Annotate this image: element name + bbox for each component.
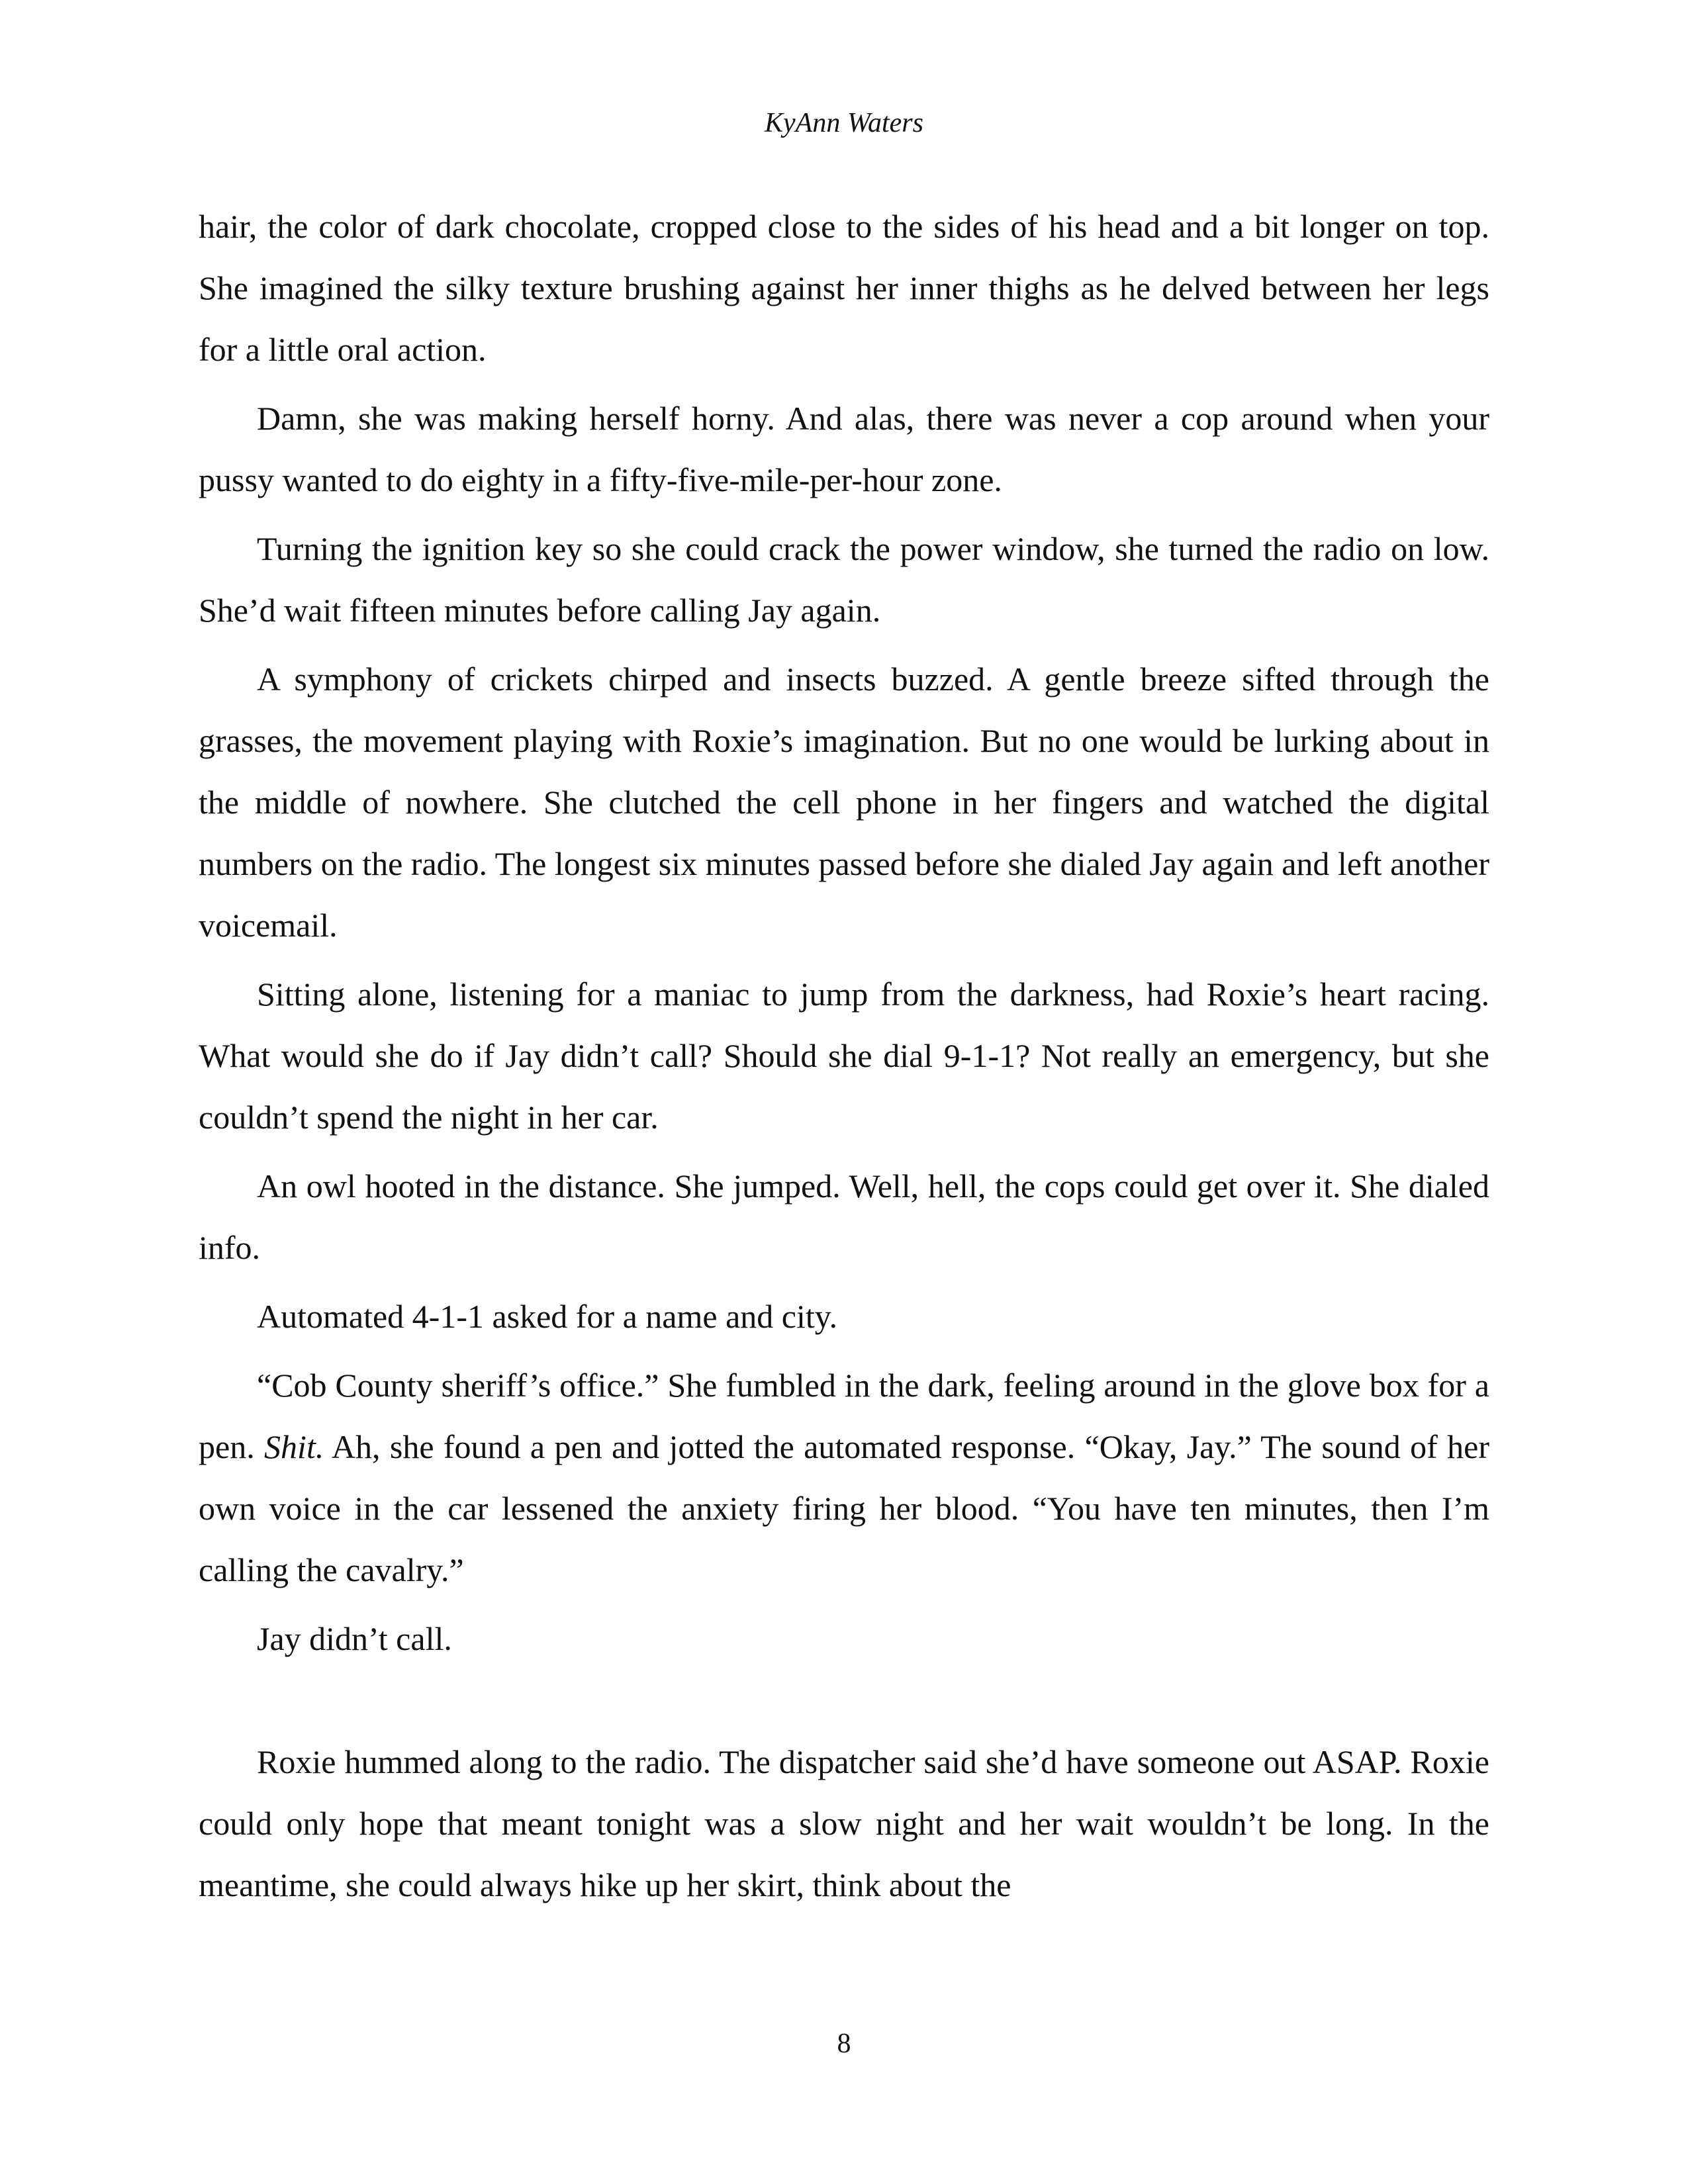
paragraph-8-part-1: “Cob County sheriff’s office.” She fumbled in the dark, feeling around in the glove box for a pen. [199,1367,1489,1465]
paragraph-7: Automated 4-1-1 asked for a name and city. [257,1298,838,1335]
paragraph-3: Turning the ignition key so she could crack the power window, she turned the radio on low. She’d wait fifteen minutes before calling Jay again. [199,530,1489,629]
paragraph-8-italic: Shit. [264,1428,324,1465]
paragraph-9: Jay didn’t call. [257,1620,452,1657]
paragraph-8 [199,1355,1489,1601]
paragraph-6: An owl hooted in the distance. She jumped. Well, hell, the cops could get over it. She dialed info. [199,1167,1489,1266]
paragraph-10: Roxie hummed along to the radio. The dispatcher said she’d have someone out ASAP. Roxie could only hope that meant tonight was a slow night and her wait wouldn’t be long. In the meantime, she could always hike up her skirt, think about the [199,1743,1489,1903]
body-text [199,196,1489,1923]
paragraph-8-part-2: Ah, she found a pen and jotted the automated response. “Okay, Jay.” The sound of her own voice in the car lessened the anxiety firing her blood. “You have ten minutes, then I’m calling the cavalry.” [199,1428,1489,1588]
paragraph-2: Damn, she was making herself horny. And alas, there was never a cop around when your pussy wanted to do eighty in a fifty-five-mile-per-hour zone. [199,400,1489,498]
running-header-author: KyAnn Waters [765,108,923,138]
paragraph-4: A symphony of crickets chirped and insects buzzed. A gentle breeze sifted through the grasses, the movement playing with Roxie’s imagination. But no one would be lurking about in the middle of nowhere. She clutched the cell phone in her fingers and watched the digital numbers on the radio. The longest six minutes passed before she dialed Jay again and left another voicemail. [199,660,1489,944]
page-number: 8 [837,2028,851,2059]
paragraph-1: hair, the color of dark chocolate, cropped close to the sides of his head and a bit longer on top. She imagined the silky texture brushing against her inner thighs as he delved between her legs for a little oral action. [199,208,1489,368]
paragraph-5: Sitting alone, listening for a maniac to jump from the darkness, had Roxie’s heart racing. What would she do if Jay didn’t call? Should she dial 9-1-1? Not really an emergency, but she couldn’t spend the night in her car. [199,976,1489,1136]
